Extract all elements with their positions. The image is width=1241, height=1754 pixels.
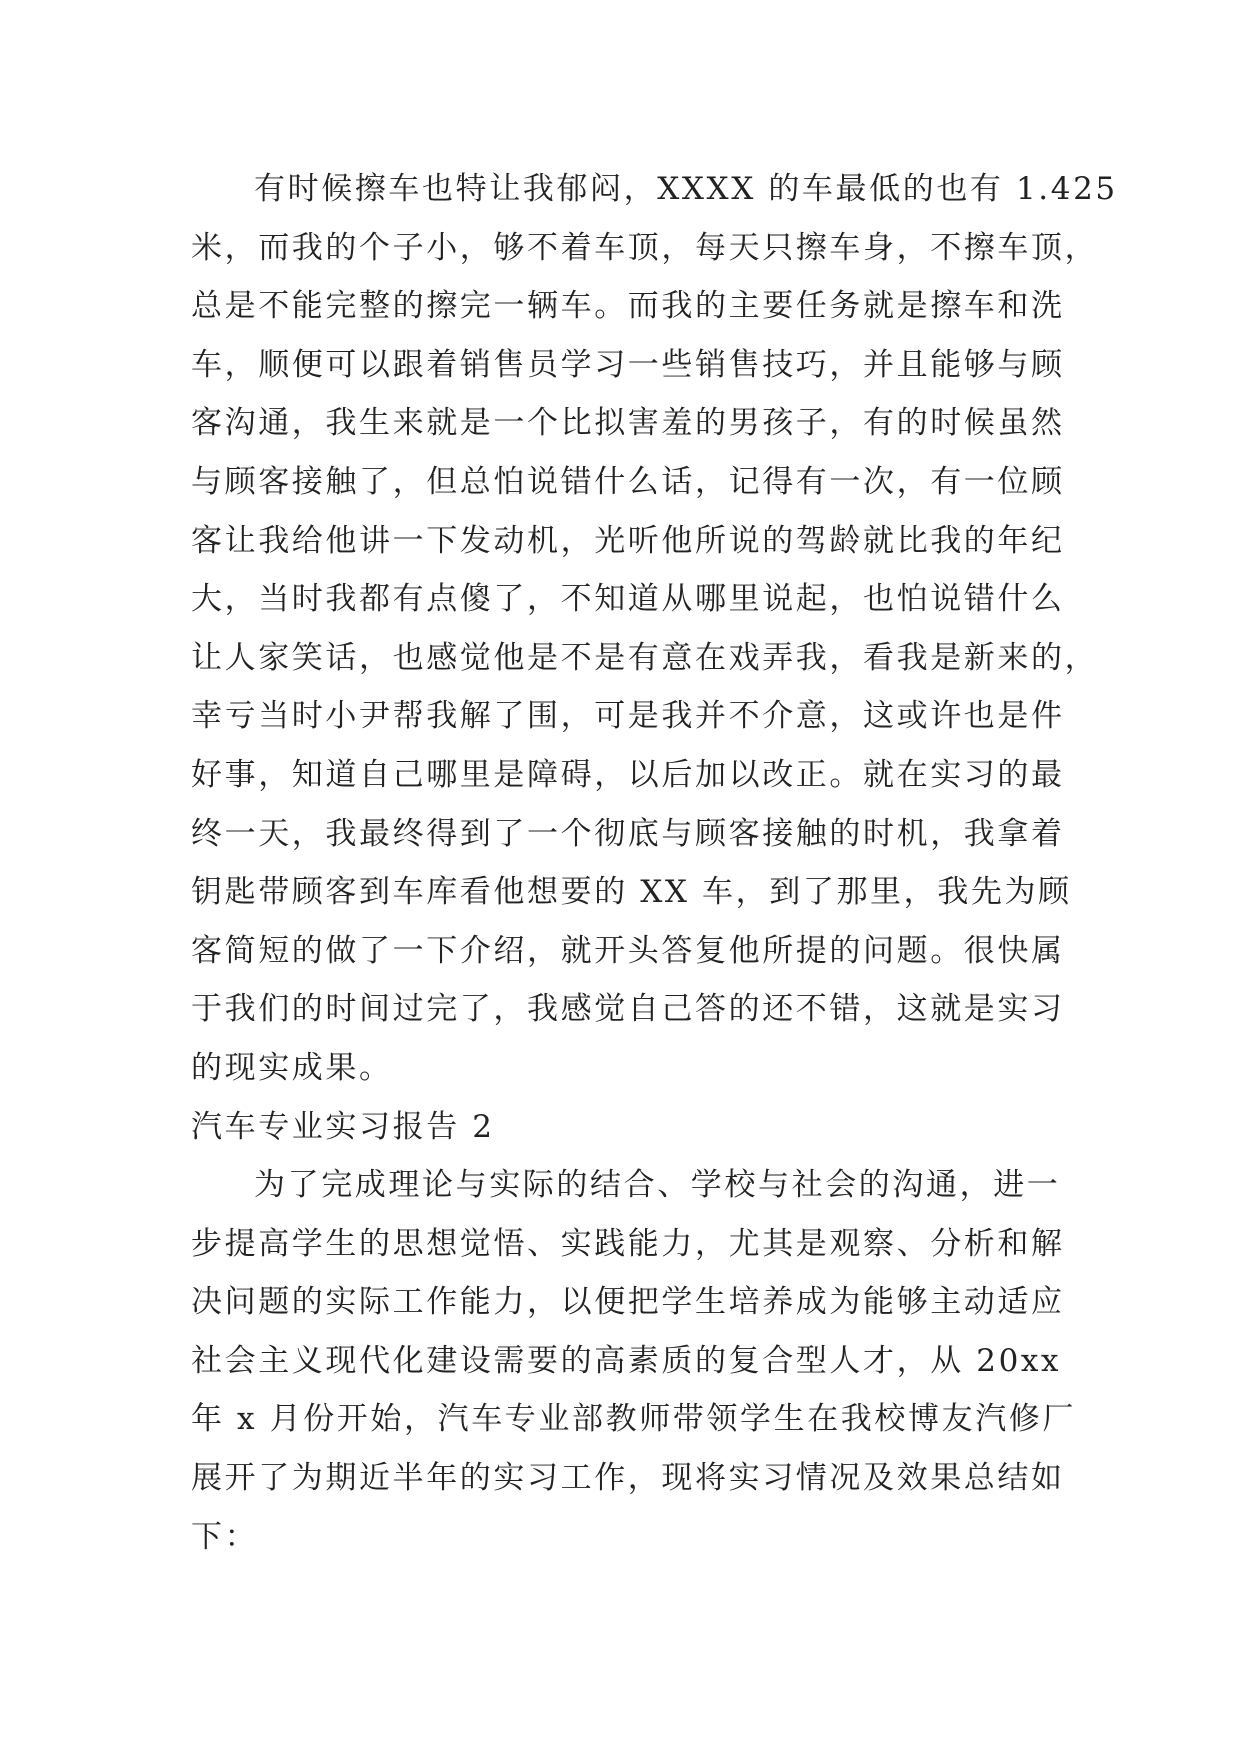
text-line: 社会主义现代化建设需要的高素质的复合型人才，从 20xx bbox=[191, 1342, 1062, 1379]
text-line: 让人家笑话，也感觉他是不是有意在戏弄我，看我是新来的， bbox=[191, 639, 1099, 676]
text-line: 于我们的时间过完了，我感觉自己答的还不错，这就是实习 bbox=[191, 991, 1065, 1028]
document-page bbox=[191, 160, 1118, 1566]
text-line: 米，而我的个子小，够不着车顶，每天只擦车身，不擦车顶， bbox=[191, 229, 1099, 266]
text-line: 步提高学生的思想觉悟、实践能力，尤其是观察、分析和解 bbox=[191, 1225, 1065, 1262]
text-line: 客让我给他讲一下发动机，光听他所说的驾龄就比我的年纪 bbox=[191, 522, 1065, 559]
text-line: 决问题的实际工作能力，以便把学生培养成为能够主动适应 bbox=[191, 1284, 1065, 1321]
text-line: 车，顺便可以跟着销售员学习一些销售技巧，并且能够与顾 bbox=[191, 346, 1065, 383]
text-line: 与顾客接触了，但总怕说错什么话，记得有一次，有一位顾 bbox=[191, 463, 1065, 500]
text-line: 下： bbox=[191, 1518, 259, 1555]
text-line: 的现实成果。 bbox=[191, 1049, 393, 1086]
text-line: 终一天，我最终得到了一个彻底与顾客接触的时机，我拿着 bbox=[191, 815, 1065, 852]
text-line: 展开了为期近半年的实习工作，现将实习情况及效果总结如 bbox=[191, 1460, 1065, 1497]
paragraph-1 bbox=[191, 160, 1118, 1098]
text-line: 为了完成理论与实际的结合、学校与社会的沟通，进一 bbox=[254, 1167, 1061, 1204]
text-line: 客简短的做了一下介绍，就开头答复他所提的问题。很快属 bbox=[191, 932, 1065, 969]
text-line: 客沟通，我生来就是一个比拟害羞的男孩子，有的时候虽然 bbox=[191, 405, 1065, 442]
text-line: 年 x 月份开始，汽车专业部教师带领学生在我校博友汽修厂 bbox=[191, 1401, 1076, 1438]
text-line: 钥匙带顾客到车库看他想要的 XX 车，到了那里，我先为顾 bbox=[191, 874, 1072, 911]
text-line: 好事，知道自己哪里是障碍，以后加以改正。就在实习的最 bbox=[191, 756, 1065, 793]
paragraph-2 bbox=[191, 1156, 1076, 1566]
text-line: 总是不能完整的擦完一辆车。而我的主要任务就是擦车和洗 bbox=[191, 288, 1065, 325]
text-line: 大，当时我都有点傻了，不知道从哪里说起，也怕说错什么 bbox=[191, 581, 1065, 618]
text-line: 有时候擦车也特让我郁闷，XXXX 的车最低的也有 1.425 bbox=[254, 171, 1118, 207]
section-heading: 汽车专业实习报告 2 bbox=[191, 1108, 495, 1145]
text-line: 幸亏当时小尹帮我解了围，可是我并不介意，这或许也是件 bbox=[191, 698, 1065, 735]
